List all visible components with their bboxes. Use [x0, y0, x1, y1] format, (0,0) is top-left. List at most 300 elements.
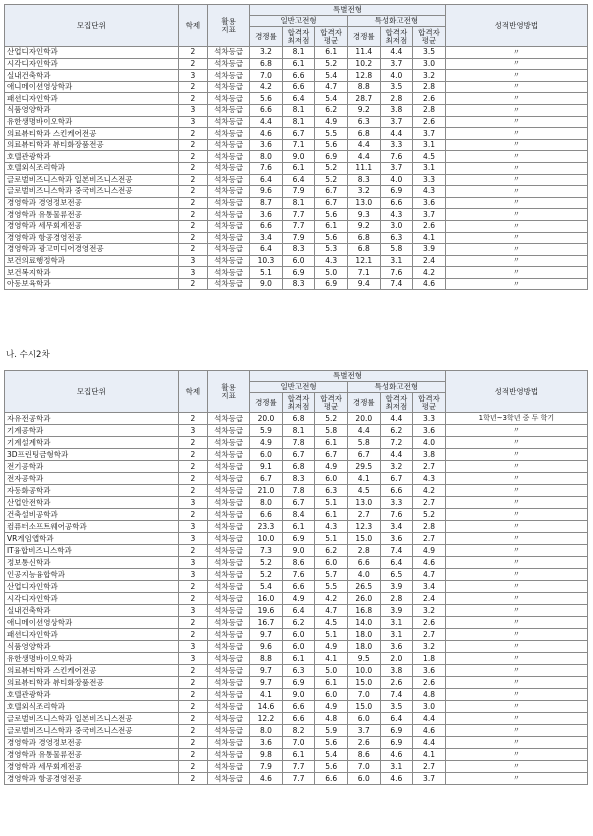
table-row	[5, 267, 588, 279]
table-row	[5, 58, 588, 70]
unit-cell: 호텔외식조리학과	[5, 162, 179, 174]
general-rate-cell: 8.7	[250, 197, 283, 209]
year-cell: 2	[178, 209, 207, 221]
table-row	[5, 533, 588, 545]
method-cell: 〃	[445, 162, 587, 174]
specialized-avg-cell: 4.5	[413, 151, 446, 163]
header-min: 합격자 최저점	[282, 393, 315, 413]
year-cell: 3	[178, 116, 207, 128]
year-cell: 2	[178, 545, 207, 557]
unit-cell: 시각디자인학과	[5, 58, 179, 70]
specialized-rate-cell: 3.7	[347, 725, 380, 737]
specialized-rate-cell: 12.1	[347, 255, 380, 267]
year-cell: 3	[178, 653, 207, 665]
specialized-min-cell: 3.6	[380, 533, 413, 545]
table-row	[5, 93, 588, 105]
general-rate-cell: 4.2	[250, 81, 283, 93]
method-cell: 〃	[445, 197, 587, 209]
method-cell: 〃	[445, 521, 587, 533]
header-rate: 경쟁률	[250, 27, 283, 47]
general-avg-cell: 5.0	[315, 267, 348, 279]
method-cell: 〃	[445, 725, 587, 737]
year-cell: 3	[178, 533, 207, 545]
specialized-rate-cell: 4.1	[347, 473, 380, 485]
general-avg-cell: 5.4	[315, 749, 348, 761]
general-min-cell: 6.9	[282, 533, 315, 545]
specialized-avg-cell: 4.6	[413, 278, 446, 290]
general-avg-cell: 6.9	[315, 278, 348, 290]
general-rate-cell: 5.1	[250, 267, 283, 279]
table-row	[5, 713, 588, 725]
table-row	[5, 449, 588, 461]
general-avg-cell: 4.3	[315, 521, 348, 533]
year-cell: 2	[178, 737, 207, 749]
specialized-avg-cell: 3.0	[413, 58, 446, 70]
specialized-min-cell: 4.4	[380, 449, 413, 461]
year-cell: 2	[178, 761, 207, 773]
admission-table-1	[4, 4, 588, 290]
method-cell: 〃	[445, 267, 587, 279]
header-min: 합격자 최저점	[282, 27, 315, 47]
general-min-cell: 7.1	[282, 139, 315, 151]
general-avg-cell: 6.9	[315, 151, 348, 163]
general-rate-cell: 6.6	[250, 104, 283, 116]
index-cell: 석차등급	[208, 232, 250, 244]
general-avg-cell: 5.6	[315, 139, 348, 151]
specialized-rate-cell: 18.0	[347, 629, 380, 641]
method-cell: 〃	[445, 128, 587, 140]
general-min-cell: 6.6	[282, 81, 315, 93]
index-cell: 석차등급	[208, 689, 250, 701]
general-min-cell: 8.3	[282, 473, 315, 485]
header-specialized: 특성화고전형	[347, 16, 445, 27]
specialized-rate-cell: 12.8	[347, 70, 380, 82]
specialized-rate-cell: 9.5	[347, 653, 380, 665]
specialized-rate-cell: 11.4	[347, 47, 380, 59]
general-avg-cell: 4.5	[315, 617, 348, 629]
specialized-avg-cell: 3.6	[413, 425, 446, 437]
general-avg-cell: 6.1	[315, 509, 348, 521]
header-special: 특별전형	[250, 5, 446, 16]
general-rate-cell: 23.3	[250, 521, 283, 533]
specialized-rate-cell: 4.4	[347, 139, 380, 151]
header-year: 학제	[178, 5, 207, 47]
specialized-avg-cell: 4.1	[413, 749, 446, 761]
specialized-min-cell: 4.0	[380, 174, 413, 186]
general-min-cell: 9.0	[282, 545, 315, 557]
specialized-avg-cell: 3.6	[413, 197, 446, 209]
index-cell: 석차등급	[208, 278, 250, 290]
index-cell: 석차등급	[208, 81, 250, 93]
specialized-rate-cell: 13.0	[347, 197, 380, 209]
general-rate-cell: 16.7	[250, 617, 283, 629]
index-cell: 석차등급	[208, 255, 250, 267]
general-min-cell: 8.1	[282, 197, 315, 209]
specialized-avg-cell: 2.8	[413, 81, 446, 93]
table-row	[5, 174, 588, 186]
unit-cell: 경영학과 항공경영전공	[5, 773, 179, 785]
general-min-cell: 7.6	[282, 569, 315, 581]
specialized-min-cell: 6.4	[380, 557, 413, 569]
specialized-avg-cell: 2.6	[413, 116, 446, 128]
method-cell: 〃	[445, 473, 587, 485]
unit-cell: 호텔관광학과	[5, 689, 179, 701]
year-cell: 3	[178, 267, 207, 279]
specialized-avg-cell: 4.7	[413, 569, 446, 581]
general-avg-cell: 6.6	[315, 773, 348, 785]
unit-cell: 보건의료행정학과	[5, 255, 179, 267]
general-min-cell: 6.1	[282, 653, 315, 665]
specialized-rate-cell: 6.3	[347, 116, 380, 128]
header-index: 활용 지표	[208, 371, 250, 413]
unit-cell: 아동보육학과	[5, 278, 179, 290]
specialized-rate-cell: 28.7	[347, 93, 380, 105]
header-year: 학제	[178, 371, 207, 413]
general-avg-cell: 5.6	[315, 761, 348, 773]
table-row	[5, 581, 588, 593]
general-avg-cell: 4.1	[315, 653, 348, 665]
method-cell: 〃	[445, 461, 587, 473]
specialized-min-cell: 3.1	[380, 761, 413, 773]
year-cell: 3	[178, 425, 207, 437]
table-row	[5, 139, 588, 151]
specialized-min-cell: 3.1	[380, 617, 413, 629]
table-row	[5, 151, 588, 163]
method-cell: 〃	[445, 701, 587, 713]
index-cell: 석차등급	[208, 461, 250, 473]
specialized-rate-cell: 6.8	[347, 232, 380, 244]
specialized-rate-cell: 11.1	[347, 162, 380, 174]
method-cell: 〃	[445, 104, 587, 116]
table-row	[5, 545, 588, 557]
general-avg-cell: 5.1	[315, 629, 348, 641]
specialized-rate-cell: 2.8	[347, 545, 380, 557]
method-cell: 〃	[445, 569, 587, 581]
general-min-cell: 6.1	[282, 58, 315, 70]
unit-cell: 글로벌비즈니스학과 중국비즈니스전공	[5, 186, 179, 198]
unit-cell: 인공지능융합학과	[5, 569, 179, 581]
general-rate-cell: 7.0	[250, 70, 283, 82]
general-rate-cell: 9.6	[250, 641, 283, 653]
specialized-avg-cell: 2.6	[413, 677, 446, 689]
unit-cell: 글로벌비즈니스학과 일본비즈니스전공	[5, 174, 179, 186]
specialized-min-cell: 6.9	[380, 725, 413, 737]
general-avg-cell: 6.1	[315, 677, 348, 689]
table-row	[5, 473, 588, 485]
specialized-min-cell: 7.4	[380, 278, 413, 290]
index-cell: 석차등급	[208, 593, 250, 605]
specialized-rate-cell: 18.0	[347, 641, 380, 653]
general-rate-cell: 4.4	[250, 116, 283, 128]
index-cell: 석차등급	[208, 773, 250, 785]
general-min-cell: 6.4	[282, 605, 315, 617]
general-avg-cell: 5.2	[315, 413, 348, 425]
header-general: 일반고전형	[250, 16, 348, 27]
general-min-cell: 7.9	[282, 186, 315, 198]
specialized-min-cell: 4.6	[380, 749, 413, 761]
general-min-cell: 7.7	[282, 209, 315, 221]
specialized-avg-cell: 4.0	[413, 437, 446, 449]
unit-cell: 기계공학과	[5, 425, 179, 437]
index-cell: 석차등급	[208, 151, 250, 163]
specialized-min-cell: 6.9	[380, 186, 413, 198]
general-rate-cell: 9.7	[250, 677, 283, 689]
table-row	[5, 437, 588, 449]
general-rate-cell: 6.7	[250, 473, 283, 485]
specialized-rate-cell: 7.1	[347, 267, 380, 279]
general-avg-cell: 5.2	[315, 162, 348, 174]
general-min-cell: 6.8	[282, 461, 315, 473]
specialized-min-cell: 3.1	[380, 255, 413, 267]
general-avg-cell: 5.8	[315, 425, 348, 437]
specialized-rate-cell: 13.0	[347, 497, 380, 509]
method-cell: 〃	[445, 278, 587, 290]
specialized-min-cell: 6.5	[380, 569, 413, 581]
index-cell: 석차등급	[208, 617, 250, 629]
general-rate-cell: 10.3	[250, 255, 283, 267]
general-avg-cell: 4.2	[315, 593, 348, 605]
general-min-cell: 8.1	[282, 104, 315, 116]
year-cell: 2	[178, 593, 207, 605]
index-cell: 석차등급	[208, 521, 250, 533]
specialized-rate-cell: 6.0	[347, 713, 380, 725]
specialized-min-cell: 3.6	[380, 641, 413, 653]
general-avg-cell: 6.0	[315, 557, 348, 569]
header-avg: 합격자 평균	[315, 393, 348, 413]
method-cell: 〃	[445, 689, 587, 701]
general-avg-cell: 5.6	[315, 232, 348, 244]
general-avg-cell: 4.9	[315, 116, 348, 128]
specialized-avg-cell: 4.8	[413, 689, 446, 701]
method-cell: 〃	[445, 139, 587, 151]
table-row	[5, 209, 588, 221]
general-avg-cell: 6.1	[315, 47, 348, 59]
general-rate-cell: 3.2	[250, 47, 283, 59]
year-cell: 2	[178, 725, 207, 737]
header-rate: 경쟁률	[347, 27, 380, 47]
table-row	[5, 425, 588, 437]
unit-cell: 자유전공학과	[5, 413, 179, 425]
specialized-avg-cell: 3.6	[413, 665, 446, 677]
method-cell: 〃	[445, 244, 587, 256]
index-cell: 석차등급	[208, 70, 250, 82]
general-avg-cell: 5.7	[315, 569, 348, 581]
unit-cell: 의료뷰티학과 뷰티화장품전공	[5, 677, 179, 689]
year-cell: 2	[178, 617, 207, 629]
general-avg-cell: 5.2	[315, 174, 348, 186]
unit-cell: 경영학과 유통물류전공	[5, 209, 179, 221]
table-row	[5, 653, 588, 665]
specialized-rate-cell: 5.8	[347, 437, 380, 449]
general-rate-cell: 9.7	[250, 629, 283, 641]
year-cell: 2	[178, 665, 207, 677]
specialized-rate-cell: 20.0	[347, 413, 380, 425]
specialized-avg-cell: 2.8	[413, 104, 446, 116]
specialized-min-cell: 3.7	[380, 58, 413, 70]
general-min-cell: 8.3	[282, 278, 315, 290]
unit-cell: 실내건축학과	[5, 605, 179, 617]
index-cell: 석차등급	[208, 713, 250, 725]
general-min-cell: 6.1	[282, 162, 315, 174]
specialized-min-cell: 4.4	[380, 47, 413, 59]
general-rate-cell: 4.9	[250, 437, 283, 449]
specialized-min-cell: 6.2	[380, 425, 413, 437]
specialized-avg-cell: 3.2	[413, 605, 446, 617]
specialized-avg-cell: 2.7	[413, 761, 446, 773]
specialized-avg-cell: 4.6	[413, 725, 446, 737]
specialized-min-cell: 4.0	[380, 70, 413, 82]
year-cell: 3	[178, 104, 207, 116]
general-min-cell: 7.8	[282, 437, 315, 449]
general-rate-cell: 3.6	[250, 737, 283, 749]
specialized-rate-cell: 16.8	[347, 605, 380, 617]
year-cell: 2	[178, 93, 207, 105]
specialized-rate-cell: 14.0	[347, 617, 380, 629]
general-min-cell: 8.4	[282, 509, 315, 521]
general-rate-cell: 9.0	[250, 278, 283, 290]
unit-cell: 의료뷰티학과 뷰티화장품전공	[5, 139, 179, 151]
header-avg: 합격자 평균	[413, 27, 446, 47]
unit-cell: 경영학과 광고미디어경영전공	[5, 244, 179, 256]
general-rate-cell: 5.2	[250, 569, 283, 581]
unit-cell: 유한생명바이오학과	[5, 653, 179, 665]
index-cell: 석차등급	[208, 413, 250, 425]
year-cell: 2	[178, 485, 207, 497]
specialized-avg-cell: 3.4	[413, 581, 446, 593]
specialized-rate-cell: 9.2	[347, 220, 380, 232]
unit-cell: VR게임앱학과	[5, 533, 179, 545]
table-row	[5, 641, 588, 653]
specialized-rate-cell: 4.4	[347, 151, 380, 163]
specialized-min-cell: 7.4	[380, 689, 413, 701]
table-row	[5, 232, 588, 244]
method-cell: 1학년~3학년 중 두 학기	[445, 413, 587, 425]
table-row	[5, 47, 588, 59]
general-rate-cell: 16.0	[250, 593, 283, 605]
specialized-rate-cell: 4.4	[347, 425, 380, 437]
general-avg-cell: 5.5	[315, 128, 348, 140]
specialized-avg-cell: 3.5	[413, 47, 446, 59]
general-rate-cell: 7.3	[250, 545, 283, 557]
general-min-cell: 8.1	[282, 47, 315, 59]
table-row	[5, 116, 588, 128]
table-row	[5, 255, 588, 267]
method-cell: 〃	[445, 174, 587, 186]
specialized-rate-cell: 15.0	[347, 701, 380, 713]
specialized-avg-cell: 4.3	[413, 473, 446, 485]
general-rate-cell: 3.6	[250, 209, 283, 221]
method-cell: 〃	[445, 749, 587, 761]
method-cell: 〃	[445, 509, 587, 521]
general-rate-cell: 5.6	[250, 93, 283, 105]
method-cell: 〃	[445, 545, 587, 557]
unit-cell: 호텔외식조리학과	[5, 701, 179, 713]
year-cell: 2	[178, 413, 207, 425]
specialized-rate-cell: 9.2	[347, 104, 380, 116]
general-min-cell: 6.0	[282, 641, 315, 653]
general-min-cell: 7.9	[282, 232, 315, 244]
year-cell: 2	[178, 232, 207, 244]
specialized-min-cell: 6.6	[380, 197, 413, 209]
year-cell: 3	[178, 569, 207, 581]
method-cell: 〃	[445, 81, 587, 93]
index-cell: 석차등급	[208, 545, 250, 557]
table-row	[5, 220, 588, 232]
specialized-min-cell: 3.3	[380, 497, 413, 509]
unit-cell: 실내건축학과	[5, 70, 179, 82]
index-cell: 석차등급	[208, 737, 250, 749]
table-row	[5, 461, 588, 473]
unit-cell: 호텔관광학과	[5, 151, 179, 163]
specialized-avg-cell: 4.2	[413, 485, 446, 497]
specialized-avg-cell: 3.8	[413, 449, 446, 461]
year-cell: 2	[178, 713, 207, 725]
year-cell: 2	[178, 581, 207, 593]
general-min-cell: 6.9	[282, 267, 315, 279]
table-row	[5, 629, 588, 641]
unit-cell: 산업안전학과	[5, 497, 179, 509]
general-min-cell: 6.7	[282, 497, 315, 509]
general-avg-cell: 5.1	[315, 497, 348, 509]
year-cell: 3	[178, 521, 207, 533]
general-rate-cell: 9.8	[250, 749, 283, 761]
general-rate-cell: 12.2	[250, 713, 283, 725]
year-cell: 2	[178, 186, 207, 198]
general-min-cell: 7.0	[282, 737, 315, 749]
general-min-cell: 6.1	[282, 749, 315, 761]
table-row	[5, 701, 588, 713]
unit-cell: 시각디자인학과	[5, 593, 179, 605]
index-cell: 석차등급	[208, 174, 250, 186]
table-row	[5, 485, 588, 497]
specialized-rate-cell: 7.0	[347, 689, 380, 701]
general-rate-cell: 5.2	[250, 557, 283, 569]
header-unit: 모집단위	[5, 371, 179, 413]
specialized-avg-cell: 2.6	[413, 617, 446, 629]
specialized-rate-cell: 29.5	[347, 461, 380, 473]
unit-cell: 3D프린팅금형학과	[5, 449, 179, 461]
unit-cell: 건축설비공학과	[5, 509, 179, 521]
index-cell: 석차등급	[208, 449, 250, 461]
specialized-avg-cell: 2.7	[413, 533, 446, 545]
year-cell: 3	[178, 497, 207, 509]
index-cell: 석차등급	[208, 641, 250, 653]
unit-cell: 경영학과 경영정보전공	[5, 197, 179, 209]
specialized-rate-cell: 15.0	[347, 533, 380, 545]
year-cell: 2	[178, 174, 207, 186]
year-cell: 2	[178, 220, 207, 232]
general-rate-cell: 4.6	[250, 773, 283, 785]
index-cell: 석차등급	[208, 653, 250, 665]
specialized-rate-cell: 26.0	[347, 593, 380, 605]
general-rate-cell: 7.6	[250, 162, 283, 174]
general-min-cell: 6.1	[282, 521, 315, 533]
table-row	[5, 725, 588, 737]
specialized-avg-cell: 2.7	[413, 497, 446, 509]
general-rate-cell: 9.7	[250, 665, 283, 677]
table-1-body	[5, 47, 588, 290]
specialized-avg-cell: 2.4	[413, 593, 446, 605]
general-avg-cell: 4.7	[315, 81, 348, 93]
specialized-rate-cell: 6.8	[347, 128, 380, 140]
index-cell: 석차등급	[208, 162, 250, 174]
table-row	[5, 569, 588, 581]
unit-cell: 전자공학과	[5, 473, 179, 485]
table-row	[5, 749, 588, 761]
year-cell: 3	[178, 70, 207, 82]
year-cell: 2	[178, 244, 207, 256]
general-rate-cell: 9.6	[250, 186, 283, 198]
